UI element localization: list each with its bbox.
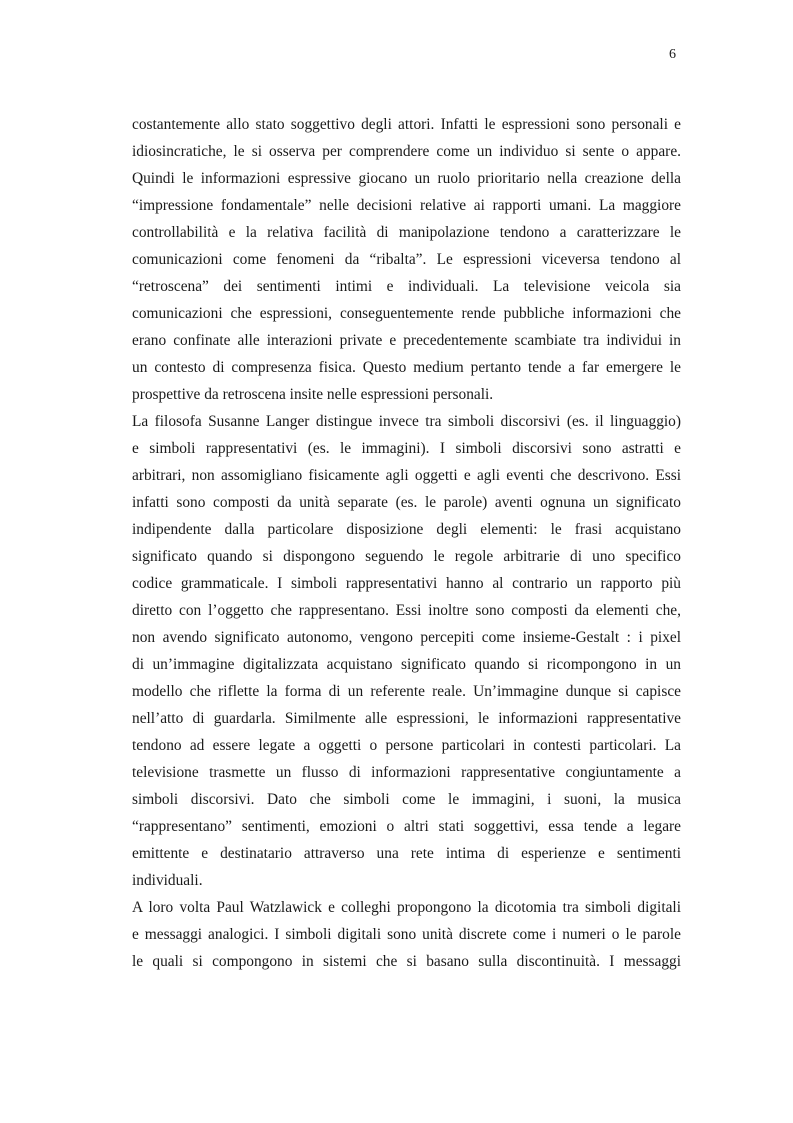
- body-text: [132, 111, 681, 975]
- text-line: simboli discorsivi. Dato che simboli come le immagini, i suoni, la musica: [132, 791, 681, 808]
- text-line: tendono ad essere legate a oggetti o persone particolari in contesti particolari. La: [132, 737, 681, 754]
- text-line: Quindi le informazioni espressive giocano un ruolo prioritario nella creazione della: [132, 170, 681, 187]
- text-line: “rappresentano” sentimenti, emozioni o altri stati soggettivi, essa tende a legare: [132, 818, 681, 835]
- text-line: e messaggi analogici. I simboli digitali sono unità discrete come i numeri o le parole: [132, 926, 681, 943]
- paragraph: [132, 111, 681, 408]
- text-line: di un’immagine digitalizzata acquistano significato quando si ricompongono in un: [132, 656, 681, 673]
- text-line: infatti sono composti da unità separate (es. le parole) aventi ognuna un significato: [132, 494, 681, 511]
- text-line: diretto con l’oggetto che rappresentano. Essi inoltre sono composti da elementi che,: [132, 602, 681, 619]
- paragraph: [132, 894, 681, 975]
- text-line: emittente e destinatario attraverso una rete intima di esperienze e sentimenti: [132, 845, 681, 862]
- text-line: e simboli rappresentativi (es. le immagini). I simboli discorsivi sono astratti e: [132, 440, 681, 457]
- text-line: individuali.: [132, 872, 203, 889]
- text-line: un contesto di compresenza fisica. Questo medium pertanto tende a far emergere le: [132, 359, 681, 376]
- text-line: La filosofa Susanne Langer distingue invece tra simboli discorsivi (es. il linguaggio): [132, 413, 681, 430]
- page-number: 6: [669, 47, 676, 62]
- paragraph: [132, 408, 681, 894]
- text-line: comunicazioni come fenomeni da “ribalta”. Le espressioni viceversa tendono al: [132, 251, 681, 268]
- text-line: idiosincratiche, le si osserva per comprendere come un individuo si sente o appare.: [132, 143, 681, 160]
- text-line: controllabilità e la relativa facilità di manipolazione tendono a caratterizzare le: [132, 224, 681, 241]
- text-line: televisione trasmette un flusso di informazioni rappresentative congiuntamente a: [132, 764, 681, 781]
- text-line: significato quando si dispongono seguendo le regole arbitrarie di uno specifico: [132, 548, 681, 565]
- text-line: prospettive da retroscena insite nelle espressioni personali.: [132, 386, 494, 403]
- text-line: “impressione fondamentale” nelle decisioni relative ai rapporti umani. La maggiore: [132, 197, 681, 214]
- text-line: comunicazioni che espressioni, conseguentemente rende pubbliche informazioni che: [132, 305, 681, 322]
- text-line: codice grammaticale. I simboli rappresentativi hanno al contrario un rapporto più: [132, 575, 681, 592]
- text-line: A loro volta Paul Watzlawick e colleghi propongono la dicotomia tra simboli digitali: [132, 899, 681, 916]
- text-line: arbitrari, non assomigliano fisicamente agli oggetti e agli eventi che descrivono. Essi: [132, 467, 681, 484]
- text-line: modello che riflette la forma di un referente reale. Un’immagine dunque si capisce: [132, 683, 681, 700]
- text-line: non avendo significato autonomo, vengono percepiti come insieme-Gestalt : i pixel: [132, 629, 681, 646]
- text-line: costantemente allo stato soggettivo degli attori. Infatti le espressioni sono personali e: [132, 116, 681, 133]
- text-line: le quali si compongono in sistemi che si basano sulla discontinuità. I messaggi: [132, 953, 681, 970]
- text-line: indipendente dalla particolare disposizione degli elementi: le frasi acquistano: [132, 521, 681, 538]
- text-line: “retroscena” dei sentimenti intimi e individuali. La televisione veicola sia: [132, 278, 681, 295]
- text-line: erano confinate alle interazioni private e precedentemente scambiate tra individui in: [132, 332, 681, 349]
- text-line: nell’atto di guardarla. Similmente alle espressioni, le informazioni rappresentative: [132, 710, 681, 727]
